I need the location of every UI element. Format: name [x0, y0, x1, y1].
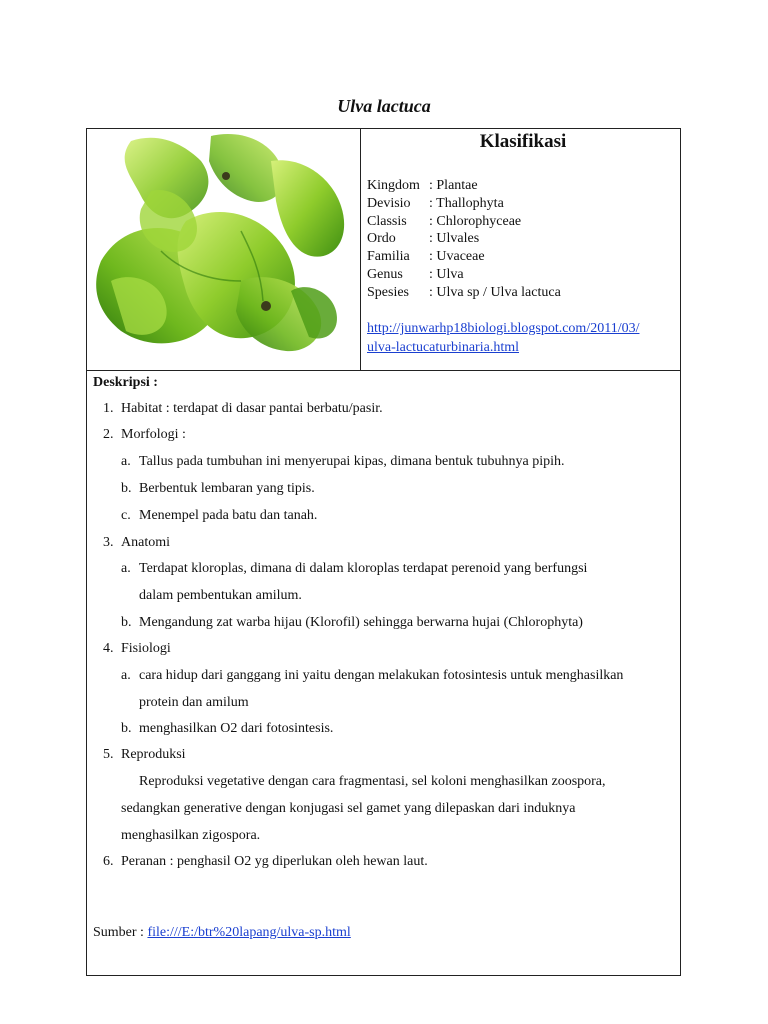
item-morfologi: Morfologi :	[121, 427, 186, 442]
sub-marker: b.	[121, 481, 132, 496]
classification-source-link[interactable]	[367, 321, 639, 355]
fisiologi-a-line1: cara hidup dari ganggang ini yaitu dengan melakukan fotosintesis untuk menghasilkan	[139, 668, 624, 683]
row-spesies	[367, 284, 561, 302]
row-classis	[367, 213, 561, 231]
source-link[interactable]: file:///E:/btr%20lapang/ulva-sp.html	[147, 925, 351, 940]
document-title: Ulva lactuca	[337, 96, 431, 116]
column-divider	[360, 129, 361, 370]
row-value: : Ulva	[429, 266, 464, 282]
morfologi-a: Tallus pada tumbuhan ini menyerupai kipas, dimana bentuk tubuhnya pipih.	[139, 454, 565, 469]
row-key: Classis	[367, 213, 407, 229]
item-number: 3.	[103, 535, 114, 550]
sub-marker: b.	[121, 615, 132, 630]
sub-marker: a.	[121, 668, 131, 683]
anatomi-a-line2: dalam pembentukan amilum.	[139, 588, 302, 603]
classification-heading: Klasifikasi	[479, 131, 567, 152]
row-value: : Uvaceae	[429, 249, 485, 265]
description-heading: Deskripsi :	[93, 375, 158, 390]
row-kingdom	[367, 177, 561, 195]
link-line-1: http://junwarhp18biologi.blogspot.com/2011/03/	[367, 321, 640, 336]
item-number: 2.	[103, 427, 114, 442]
sub-marker: c.	[121, 508, 131, 523]
row-key: Familia	[367, 249, 410, 265]
sub-marker: a.	[121, 454, 131, 469]
item-habitat: Habitat : terdapat di dasar pantai berbatu/pasir.	[121, 401, 383, 416]
row-value: : Ulvales	[429, 231, 480, 247]
row-value: : Plantae	[429, 178, 478, 193]
classification-row	[87, 129, 680, 371]
item-number: 1.	[103, 401, 114, 416]
row-genus	[367, 266, 561, 284]
row-key: Ordo	[367, 231, 396, 247]
item-reproduksi: Reproduksi	[121, 747, 186, 762]
source-line	[93, 925, 351, 941]
classification-source-link-block	[367, 319, 679, 357]
morfologi-c: Menempel pada batu dan tanah.	[139, 508, 318, 523]
reproduksi-line1: Reproduksi vegetative dengan cara fragmentasi, sel koloni menghasilkan zoospora,	[139, 774, 606, 789]
source-label: Sumber :	[93, 925, 144, 940]
row-key: Genus	[367, 266, 403, 282]
row-key: Kingdom	[367, 178, 420, 193]
row-ordo	[367, 230, 561, 248]
row-value: : Thallophyta	[429, 195, 504, 211]
row-familia	[367, 248, 561, 266]
item-number: 5.	[103, 747, 114, 762]
fisiologi-b: menghasilkan O2 dari fotosintesis.	[139, 721, 334, 736]
classification-list	[367, 177, 561, 302]
row-value: : Ulva sp / Ulva lactuca	[429, 284, 561, 300]
anatomi-a-line1: Terdapat kloroplas, dimana di dalam kloroplas terdapat perenoid yang berfungsi	[139, 561, 588, 576]
ulva-seaweed-image	[91, 131, 357, 359]
content-table	[86, 128, 681, 976]
row-key: Devisio	[367, 195, 411, 211]
anatomi-b: Mengandung zat warba hijau (Klorofil) sehingga berwarna hujai (Chlorophyta)	[139, 615, 583, 630]
row-value: : Chlorophyceae	[429, 213, 522, 229]
item-anatomi: Anatomi	[121, 535, 170, 550]
morfologi-b: Berbentuk lembaran yang tipis.	[139, 481, 315, 496]
link-line-2: ulva-lactucaturbinaria.html	[367, 340, 519, 355]
row-devisio	[367, 195, 561, 213]
row-key: Spesies	[367, 284, 409, 300]
item-fisiologi: Fisiologi	[121, 641, 171, 656]
item-peranan: Peranan : penghasil O2 yg diperlukan oleh hewan laut.	[121, 854, 428, 869]
item-number: 4.	[103, 641, 114, 656]
item-number: 6.	[103, 854, 114, 869]
reproduksi-line2: sedangkan generative dengan konjugasi sel gamet yang dilepaskan dari induknya	[121, 801, 576, 816]
reproduksi-line3: menghasilkan zigospora.	[121, 828, 261, 843]
fisiologi-a-line2: protein dan amilum	[139, 695, 249, 710]
sub-marker: b.	[121, 721, 132, 736]
sub-marker: a.	[121, 561, 131, 576]
